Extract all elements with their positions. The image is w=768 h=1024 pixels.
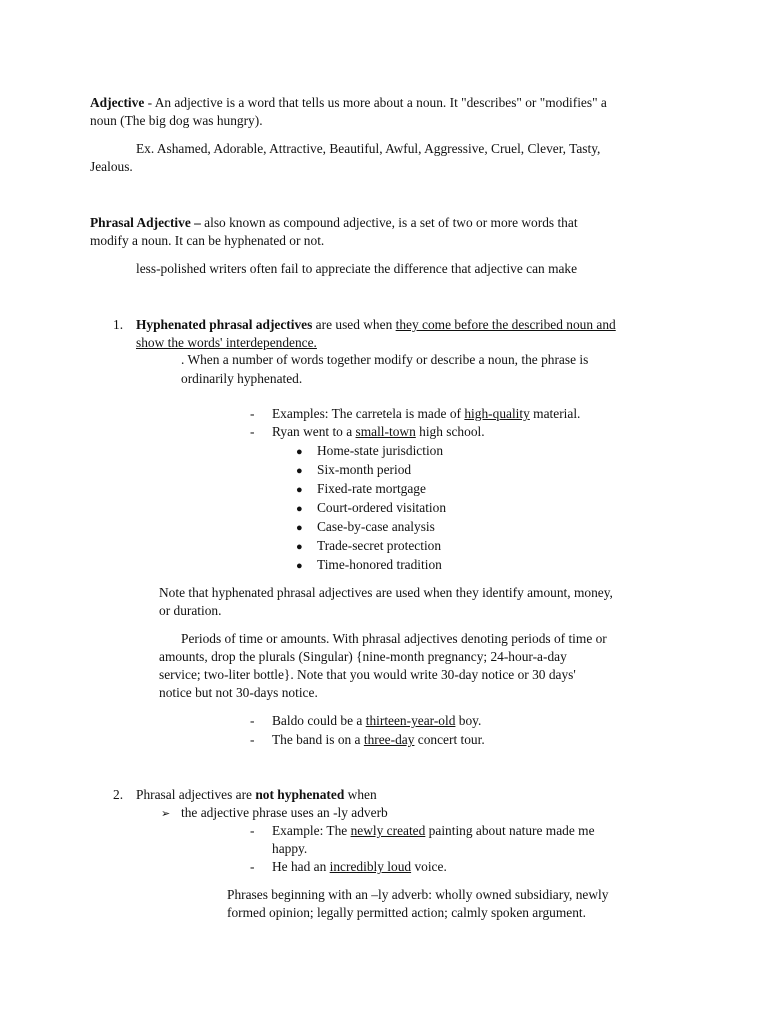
section-2-post: when [344, 787, 377, 802]
bullet-icon: ● [296, 446, 303, 458]
dash-item-example-newly [272, 822, 595, 840]
dash-item-underlined: three-day [363, 732, 415, 747]
dash-item-text-end: boy. [455, 713, 482, 728]
section-1-underline-1: they come before the described noun and [395, 317, 616, 332]
bullet-item: Case-by-case analysis [317, 519, 435, 534]
dash-marker: - [250, 406, 255, 421]
bullet-item: Six-month period [317, 462, 412, 477]
dash-item-text: Ryan went to a [272, 424, 356, 439]
dash-item-underlined: newly created [350, 823, 426, 838]
section-2-bold: not hyphenated [255, 787, 345, 802]
dash-item-text-end: concert tour. [414, 732, 485, 747]
phrasal-definition-line-1 [90, 214, 578, 232]
section-2-heading [136, 786, 377, 804]
section-1-underline-2: show the words' interdependence. [136, 335, 317, 350]
note-line-1: Note that hyphenated phrasal adjectives are used when they identify amount, money, [159, 585, 613, 600]
dash-marker: - [250, 713, 255, 728]
dash-item-text: Examples: The carretela is made of [272, 406, 465, 421]
dash-item-continuation: happy. [272, 841, 308, 856]
bullet-item: Fixed-rate mortgage [317, 481, 426, 496]
section-2-pre: Phrasal adjectives are [136, 787, 256, 802]
dash-item-text: The band is on a [272, 732, 364, 747]
dash-item-baldo [272, 712, 481, 730]
bullet-item: Trade-secret protection [317, 538, 442, 553]
dash-item-ryan [272, 423, 485, 441]
section-1-heading-line-1 [136, 316, 616, 334]
bullet-icon: ● [296, 560, 303, 572]
dash-item-text-end: voice. [411, 859, 447, 874]
adjective-examples-line-1: Ex. Ashamed, Adorable, Attractive, Beautiful, Awful, Aggressive, Cruel, Clever, Tasty, [136, 141, 601, 156]
dash-marker: - [250, 859, 255, 874]
dash-item-underlined: thirteen-year-old [365, 713, 456, 728]
phrasal-definition-line-2: modify a noun. It can be hyphenated or not. [90, 233, 325, 248]
dash-marker: - [250, 732, 255, 747]
phrases-line-2: formed opinion; legally permitted action; calmly spoken argument. [227, 905, 586, 920]
dash-item-text-end: high school. [415, 424, 485, 439]
phrasal-term: Phrasal Adjective – [90, 215, 201, 230]
periods-line-2: amounts, drop the plurals (Singular) {nine-month pregnancy; 24-hour-a-day [159, 649, 567, 664]
phrasal-note: less-polished writers often fail to appreciate the difference that adjective can make [136, 261, 578, 276]
bullet-item: Time-honored tradition [317, 557, 442, 572]
dash-item-band [272, 731, 485, 749]
bullet-icon: ● [296, 503, 303, 515]
section-1-bold: Hyphenated phrasal adjectives [136, 317, 313, 332]
dash-item-underlined: incredibly loud [329, 859, 412, 874]
bullet-icon: ● [296, 484, 303, 496]
dash-item-text: He had an [272, 859, 330, 874]
dash-item-incredibly [272, 858, 447, 876]
dash-item-text-end: painting about nature made me [425, 823, 595, 838]
dash-item-underlined: small-town [355, 424, 416, 439]
section-1-mid: are used when [312, 317, 396, 332]
bullet-icon: ● [296, 465, 303, 477]
dash-item-text: Example: The [272, 823, 351, 838]
section-1-heading-line-2 [136, 334, 317, 352]
periods-line-1: Periods of time or amounts. With phrasal adjectives denoting periods of time or [181, 631, 607, 646]
note-line-2: or duration. [159, 603, 222, 618]
dash-item-text: Baldo could be a [272, 713, 366, 728]
adjective-term: Adjective [90, 95, 145, 110]
bullet-icon: ● [296, 522, 303, 534]
arrow-bullet-icon: ➢ [161, 808, 171, 820]
phrasal-definition-text: also known as compound adjective, is a set of two or more words that [200, 215, 578, 230]
dash-marker: - [250, 823, 255, 838]
bullet-item: Home-state jurisdiction [317, 443, 444, 458]
adjective-definition-line-1 [90, 94, 607, 112]
adjective-definition-line-2: noun (The big dog was hungry). [90, 113, 263, 128]
bullet-icon: ● [296, 541, 303, 553]
section-2-number: 2. [113, 787, 124, 802]
periods-line-3: service; two-liter bottle}. Note that you would write 30-day notice or 30 days' [159, 667, 576, 682]
arrow-item: the adjective phrase uses an -ly adverb [181, 805, 388, 820]
bullet-item: Court-ordered visitation [317, 500, 447, 515]
periods-line-4: notice but not 30-days notice. [159, 685, 318, 700]
phrases-line-1: Phrases beginning with an –ly adverb: wholly owned subsidiary, newly [227, 887, 609, 902]
dash-item-underlined: high-quality [464, 406, 530, 421]
section-1-number: 1. [113, 317, 124, 332]
dash-item-examples [272, 405, 580, 423]
section-1-para-line-2: ordinarily hyphenated. [181, 371, 303, 386]
dash-item-text-end: material. [529, 406, 581, 421]
adjective-definition-text: - An adjective is a word that tells us more about a noun. It "describes" or "modifies" a [144, 95, 607, 110]
dash-marker: - [250, 424, 255, 439]
adjective-examples-line-2: Jealous. [90, 159, 133, 174]
section-1-para-line-1: . When a number of words together modify or describe a noun, the phrase is [181, 352, 589, 367]
